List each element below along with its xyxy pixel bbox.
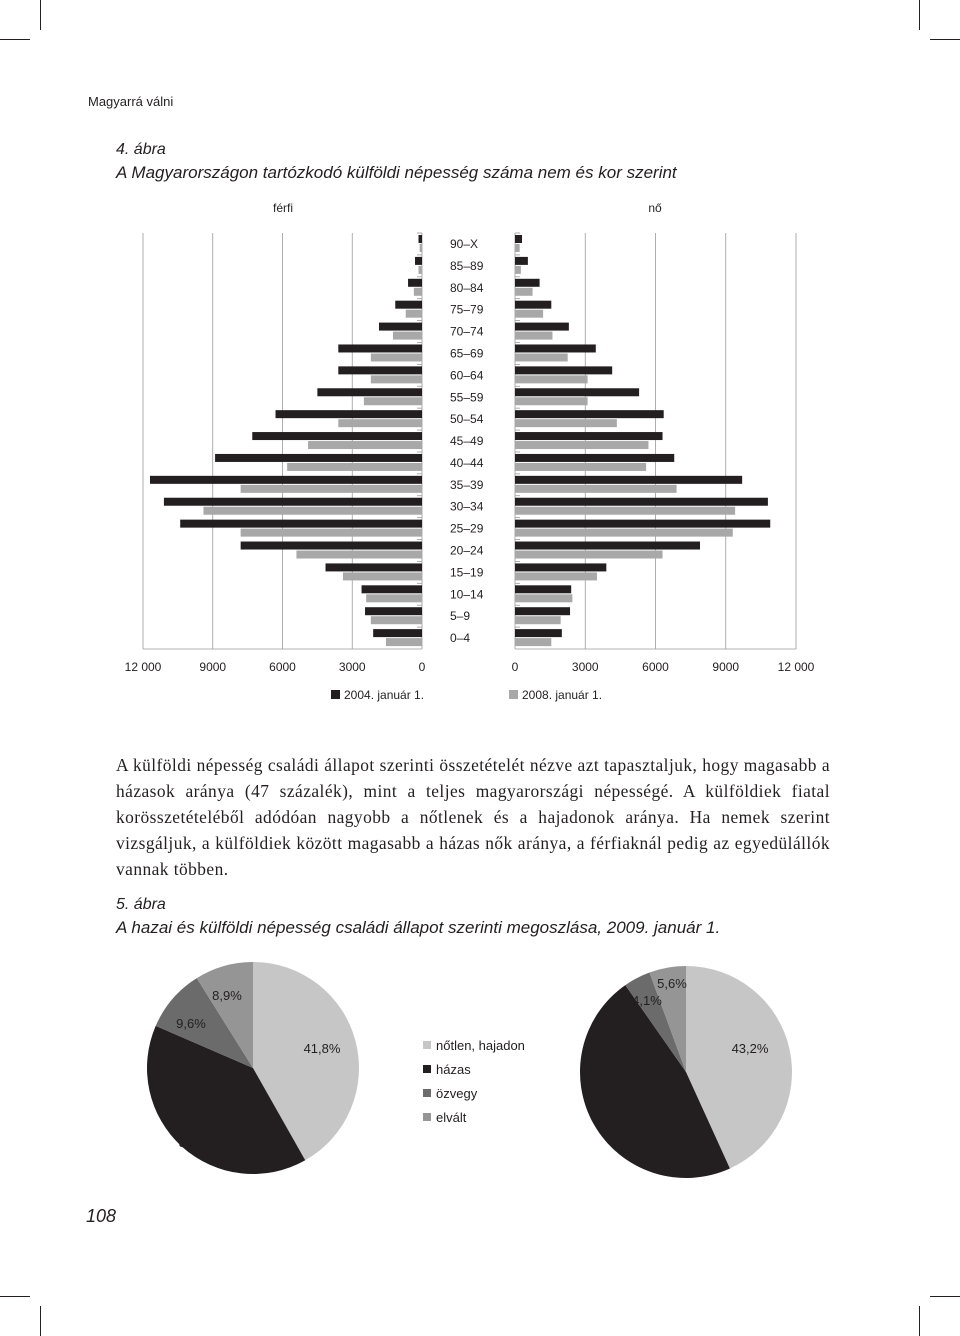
bar-female-2008 (515, 507, 735, 515)
age-group-label: 55–59 (450, 390, 484, 405)
x-tick-label-right: 12 000 (777, 660, 815, 674)
age-group-label: 20–24 (450, 543, 484, 558)
bar-male-2004 (276, 410, 422, 418)
age-group-label: 90–X (450, 237, 479, 251)
bar-male-2008 (371, 616, 422, 624)
legend-label-2008: 2008. január 1. (522, 688, 603, 702)
age-group-label: 80–84 (450, 280, 484, 295)
body-paragraph: A külföldi népesség családi állapot szerinti összetételét nézve azt tapasztaljuk, hogy magasabb a házasok aránya (47 százalék), mint a teljes magyarországi népességé. A külföldiek fiatal korösszetételéből adódóan nagyobb a nőtlenek és a hajadonok aránya. Ha nemek szerint vizsgáljuk, a külföldiek között magasabb a házas nők aránya, a férfiaknál pedig az egyedülállók vannak többen. (116, 755, 830, 879)
page-number: 108 (86, 1206, 117, 1226)
bar-female-2004 (515, 432, 663, 440)
bar-male-2004 (252, 432, 422, 440)
pie-legend-swatch (423, 1113, 431, 1121)
bar-male-2008 (393, 332, 422, 340)
figure-5-number: 5. ábra (116, 896, 166, 913)
crop-mark (0, 1296, 30, 1297)
age-group-label: 50–54 (450, 412, 484, 427)
bar-male-2004 (180, 520, 422, 528)
x-tick-label-right: 6000 (642, 660, 669, 674)
bar-male-2004 (362, 585, 422, 593)
bar-male-2004 (241, 542, 422, 550)
bar-female-2008 (515, 332, 552, 340)
age-group-label: 25–29 (450, 521, 484, 536)
bar-male-2008 (338, 419, 422, 427)
pie-2-label: 47,1 (598, 1088, 624, 1103)
pie-2-label: 5,6% (657, 976, 687, 991)
age-group-label: 45–49 (450, 434, 484, 449)
age-group-label: 65–69 (450, 346, 484, 361)
bar-female-2004 (515, 476, 742, 484)
bar-female-2008 (515, 288, 533, 296)
age-group-label: 35–39 (450, 477, 484, 492)
bar-female-2008 (515, 441, 648, 449)
age-group-label: 70–74 (450, 324, 484, 339)
bar-female-2004 (515, 585, 571, 593)
bar-female-2004 (515, 279, 540, 287)
bar-female-2004 (515, 563, 606, 571)
bar-male-2004 (365, 607, 422, 615)
x-tick-label-left: 3000 (338, 660, 366, 674)
figure-4-title: A Magyarországon tartózkodó külföldi népesség száma nem és kor szerint (116, 163, 677, 182)
age-group-label: 85–89 (450, 258, 484, 273)
pie-1-label: 9,6% (176, 1016, 206, 1031)
bar-female-2008 (515, 551, 663, 559)
age-group-label: 75–79 (450, 302, 484, 317)
bar-male-2004 (150, 476, 422, 484)
bar-male-2008 (371, 353, 422, 361)
x-tick-label-left: 0 (418, 660, 426, 674)
bar-female-2004 (515, 301, 551, 309)
bar-female-2008 (515, 594, 572, 602)
age-group-label: 30–34 (450, 499, 484, 514)
pie-legend-swatch (423, 1065, 431, 1073)
pie-legend-label: nőtlen, hajadon (436, 1038, 525, 1053)
bar-male-2008 (406, 310, 422, 318)
bar-female-2008 (515, 244, 520, 252)
crop-mark (930, 1296, 960, 1297)
crop-mark (0, 39, 30, 40)
legend-swatch-2004 (331, 690, 340, 699)
bar-female-2004 (515, 410, 664, 418)
panel-label-male: férfi (272, 201, 294, 215)
bar-male-2008 (419, 266, 422, 274)
bar-male-2004 (215, 454, 422, 462)
crop-mark (40, 1306, 41, 1336)
bar-male-2004 (326, 563, 422, 571)
bar-male-2008 (203, 507, 422, 515)
crop-mark (919, 0, 920, 30)
bar-female-2008 (515, 572, 597, 580)
bar-male-2008 (414, 288, 422, 296)
bar-male-2004 (338, 344, 422, 352)
legend-swatch-2008 (509, 690, 518, 699)
age-group-label: 0–4 (450, 631, 471, 646)
pie-legend-swatch (423, 1041, 431, 1049)
pie-legend-swatch (423, 1089, 431, 1097)
bar-female-2008 (515, 616, 561, 624)
bar-male-2008 (287, 463, 422, 471)
pie-legend-label: özvegy (436, 1086, 478, 1101)
bar-female-2004 (515, 388, 639, 396)
bar-female-2008 (515, 419, 617, 427)
bar-female-2004 (515, 607, 570, 615)
x-tick-label-left: 12 000 (124, 660, 162, 674)
crop-mark (40, 0, 41, 30)
bar-male-2008 (343, 572, 422, 580)
bar-male-2008 (420, 244, 422, 252)
bar-male-2004 (338, 366, 422, 374)
bar-male-2008 (308, 441, 422, 449)
crop-mark (930, 39, 960, 40)
running-head: Magyarrá válni (88, 94, 174, 109)
bar-female-2004 (515, 520, 770, 528)
bar-female-2004 (515, 629, 562, 637)
age-group-label: 10–14 (450, 587, 484, 602)
x-tick-label-left: 6000 (269, 660, 296, 674)
pie-1-label: 41,8% (303, 1041, 341, 1056)
pie-2-label: 43,2% (731, 1041, 769, 1056)
bar-male-2008 (366, 594, 422, 602)
bar-female-2008 (515, 266, 521, 274)
bar-female-2004 (515, 235, 522, 243)
bar-male-2008 (241, 529, 422, 537)
figure-4-number: 4. ábra (116, 141, 166, 158)
bar-female-2004 (515, 498, 768, 506)
panel-label-female: nő (648, 201, 662, 215)
bar-male-2004 (395, 301, 422, 309)
bar-female-2004 (515, 344, 596, 352)
bar-male-2008 (364, 397, 422, 405)
population-pyramid-chart (0, 190, 960, 710)
bar-female-2008 (515, 529, 733, 537)
age-group-label: 40–44 (450, 455, 484, 470)
pie-1-label: 8,9% (212, 988, 242, 1003)
bar-male-2008 (241, 485, 422, 493)
pie-2-label: 4,1% (632, 993, 662, 1008)
bar-female-2008 (515, 353, 568, 361)
bar-female-2004 (515, 323, 569, 331)
bar-female-2004 (515, 366, 612, 374)
bar-female-2004 (515, 542, 700, 550)
x-tick-label-left: 9000 (199, 660, 227, 674)
bar-male-2004 (164, 498, 422, 506)
x-tick-label-right: 3000 (571, 660, 599, 674)
bar-male-2008 (296, 551, 422, 559)
bar-female-2004 (515, 257, 528, 265)
bar-male-2004 (379, 323, 422, 331)
pie-legend-label: elvált (436, 1110, 467, 1125)
bar-male-2004 (317, 388, 422, 396)
crop-mark (919, 1306, 920, 1336)
bar-male-2004 (415, 257, 422, 265)
bar-male-2008 (371, 375, 422, 383)
age-group-label: 60–64 (450, 368, 484, 383)
bar-female-2008 (515, 638, 551, 646)
bar-male-2004 (419, 235, 422, 243)
bar-female-2008 (515, 310, 543, 318)
marital-status-pie-charts (0, 960, 960, 1190)
bar-female-2008 (515, 375, 588, 383)
bar-female-2008 (515, 463, 646, 471)
pie-legend-label: házas (436, 1062, 471, 1077)
age-group-label: 5–9 (450, 609, 471, 624)
bar-male-2004 (373, 629, 422, 637)
legend-label-2004: 2004. január 1. (344, 688, 425, 702)
age-group-label: 15–19 (450, 565, 484, 580)
bar-male-2008 (386, 638, 422, 646)
pie-1-label: 39,7% (178, 1135, 216, 1150)
bar-female-2004 (515, 454, 674, 462)
bar-female-2008 (515, 485, 677, 493)
bar-male-2004 (408, 279, 422, 287)
figure-5-title: A hazai és külföldi népesség családi állapot szerinti megoszlása, 2009. január 1. (116, 918, 721, 937)
x-tick-label-right: 0 (511, 660, 519, 674)
x-tick-label-right: 9000 (712, 660, 740, 674)
bar-female-2008 (515, 397, 588, 405)
